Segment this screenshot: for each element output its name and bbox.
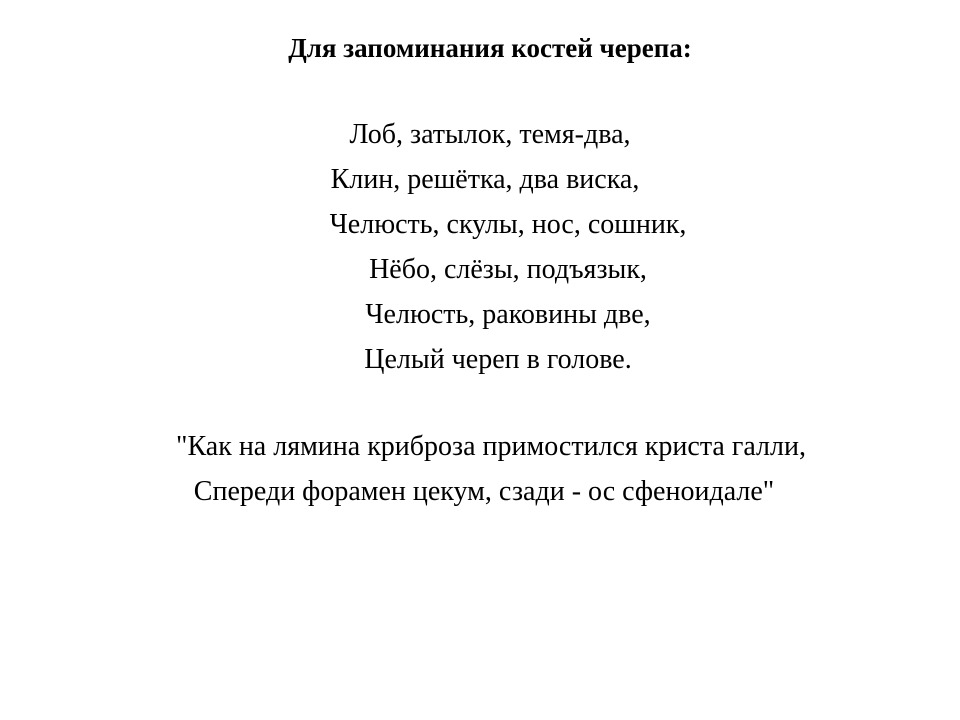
verse-line: Лоб, затылок, темя-два,	[349, 119, 631, 150]
mnemonic-block	[0, 424, 960, 514]
verse-line: Нёбо, слёзы, подъязык,	[369, 254, 647, 285]
verse-line: Клин, решётка, два виска,	[330, 164, 640, 195]
mnemonic-line: Спереди форамен цекум, сзади - ос сфеноидале"	[193, 476, 775, 507]
verse-block	[0, 112, 960, 382]
slide-title: Для запоминания костей черепа:	[288, 33, 692, 63]
verse-line: Целый череп в голове.	[364, 344, 632, 375]
mnemonic-line: "Как на лямина криброза примостился криста галли,	[176, 431, 806, 462]
verse-line: Челюсть, скулы, нос, сошник,	[329, 209, 687, 240]
verse-line: Челюсть, раковины две,	[365, 299, 651, 330]
